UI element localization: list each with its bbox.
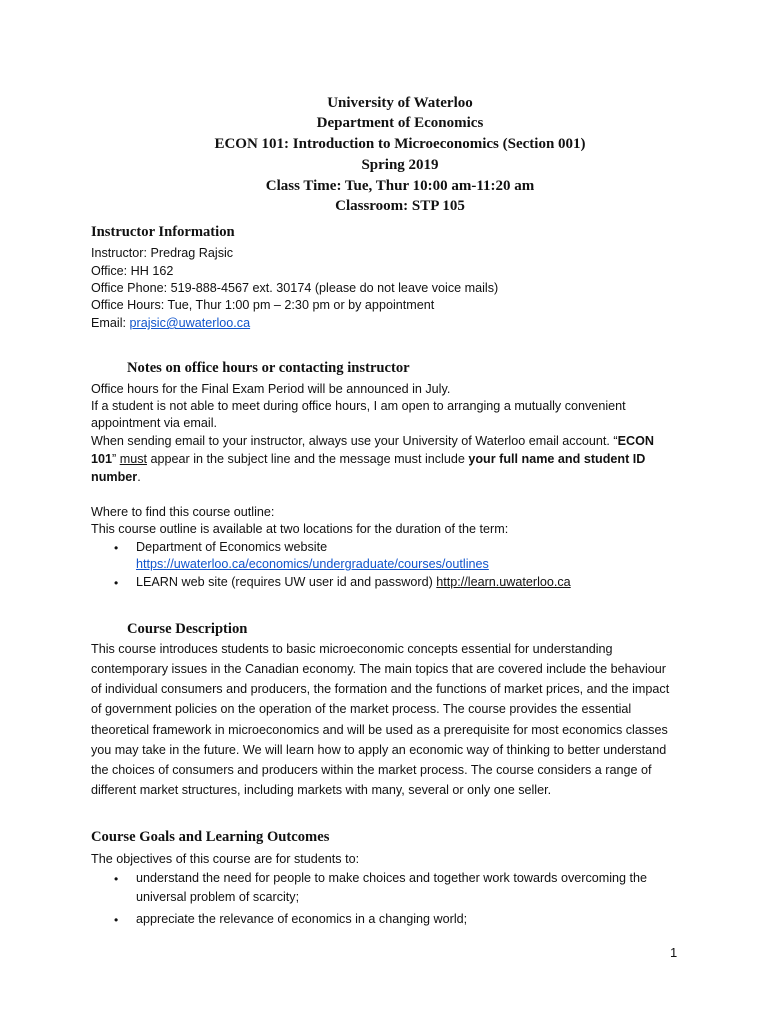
notes-line-1: Office hours for the Final Exam Period will be announced in July. [91,382,451,396]
notes-line-6 [91,469,141,487]
goals-bullet-1: understand the need for people to make choices and together work towards overcoming the [136,871,648,885]
outline-bullet-2-text: LEARN web site (requires UW user id and password) [136,575,437,589]
classroom: Classroom: STP 105 [335,198,465,214]
university-name: University of Waterloo [327,95,473,111]
email-link[interactable]: prajsic@uwaterloo.ca [129,316,251,330]
instructor-heading: Instructor Information [91,224,235,240]
bullet-icon: • [114,913,119,927]
notes-line-5-must: must [119,452,148,466]
outline-line-2: This course outline is available at two locations for the duration of the term: [91,522,509,536]
notes-heading: Notes on office hours or contacting instructor [127,360,410,376]
notes-line-5-bold: your full name and student ID [468,452,646,466]
bullet-icon: • [114,576,119,590]
notes-line-5-course: 101 [91,452,113,466]
goals-bullet-2: appreciate the relevance of economics in a changing world; [136,912,468,926]
description-line: theoretical framework in microeconomics and will be used as a prerequisite for most economics classes [91,723,668,737]
goals-intro: The objectives of this course are for students to: [91,852,360,866]
notes-line-6-bold: number [91,470,138,484]
instructor-email-row [91,315,250,333]
notes-line-4-text: When sending email to your instructor, always use your University of Waterloo email account. “ [91,434,618,448]
description-line: of individual consumers and producers, the formation and the functions of market prices, and the impact [91,682,670,696]
goals-heading: Course Goals and Learning Outcomes [91,829,330,845]
economics-website-link[interactable]: https://uwaterloo.ca/economics/undergraduate/courses/outlines [136,557,489,571]
notes-line-3: appointment via email. [91,416,218,430]
description-heading: Course Description [127,621,248,637]
course-title: ECON 101: Introduction to Microeconomics (Section 001) [214,136,586,152]
instructor-phone: Office Phone: 519-888-4567 ext. 30174 (please do not leave voice mails) [91,281,499,295]
instructor-name: Instructor: Predrag Rajsic [91,246,234,260]
outline-bullet-2 [136,574,571,592]
notes-line-4-bold: ECON [617,434,654,448]
goals-bullet-1-cont: universal problem of scarcity; [136,890,300,904]
notes-line-5-text: appear in the subject line and the message must include [147,452,469,466]
bullet-icon: • [114,872,119,886]
notes-line-5 [91,451,645,469]
description-line: contemporary issues in the Canadian economy. The main topics that are covered include the behaviour [91,662,666,676]
outline-bullet-1-link-row [136,556,489,574]
notes-line-6-period: . [137,470,141,484]
email-label: Email: [91,316,130,330]
outline-line-1: Where to find this course outline: [91,505,275,519]
description-line: the choices of consumers and producers within the market process. The course considers a range of [91,763,652,777]
instructor-office: Office: HH 162 [91,264,174,278]
description-line: you may take in the future. We will learn how to apply an economic way of thinking to better understand [91,743,667,757]
notes-line-4 [91,433,654,451]
department-name: Department of Economics [316,115,484,131]
notes-line-5-quote: ” [112,452,120,466]
term: Spring 2019 [361,157,439,173]
description-line: different market structures, including markets with many, several or only one seller. [91,783,552,797]
class-time: Class Time: Tue, Thur 10:00 am-11:20 am [265,178,535,194]
description-line: This course introduces students to basic microeconomic concepts essential for understanding [91,642,613,656]
instructor-hours: Office Hours: Tue, Thur 1:00 pm – 2:30 pm or by appointment [91,298,435,312]
page-number: 1 [670,945,678,960]
learn-website-link[interactable]: http://learn.uwaterloo.ca [436,575,571,589]
notes-line-2: If a student is not able to meet during office hours, I am open to arranging a mutually convenient [91,399,626,413]
outline-bullet-1: Department of Economics website [136,540,328,554]
bullet-icon: • [114,541,119,555]
description-line: of government policies on the operation of the market process. The course provides the essential [91,702,632,716]
